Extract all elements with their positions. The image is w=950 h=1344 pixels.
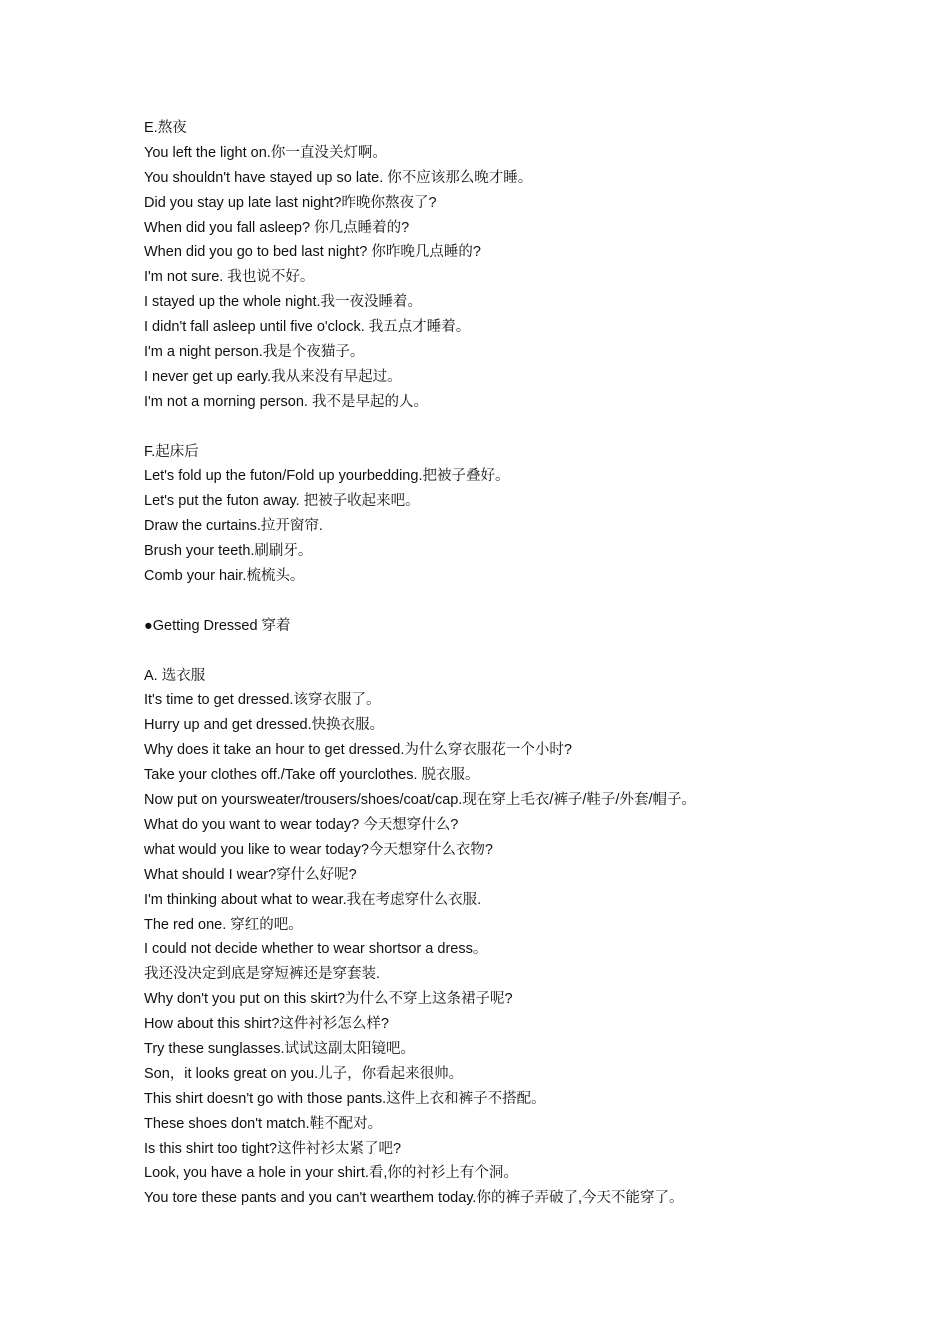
section-e-line: I'm not a morning person. 我不是早起的人。 (144, 393, 428, 410)
section-a-line: What do you want to wear today? 今天想穿什么? (144, 816, 459, 833)
section-a-line: Why don't you put on this skirt?为什么不穿上这条裙子呢? (144, 991, 513, 1008)
paragraph-spacer (144, 415, 924, 440)
section-f-line: Draw the curtains.拉开窗帘. (144, 518, 323, 535)
section-a-line: what would you like to wear today?今天想穿什么衣物? (144, 841, 493, 858)
section-e-line: I didn't fall asleep until five o'clock. 我五点才睡着。 (144, 319, 471, 336)
section-a-line: Take your clothes off./Take off yourclothes. 脱衣服。 (144, 767, 480, 784)
section-e-line: I'm not sure. 我也说不好。 (144, 269, 315, 286)
section-a-heading: A. 选衣服 (144, 667, 206, 684)
paragraph-spacer (144, 589, 924, 614)
section-a-line: Hurry up and get dressed.快换衣服。 (144, 717, 385, 734)
section-f-heading: F.起床后 (144, 443, 199, 460)
section-f-line: Comb your hair.梳梳头。 (144, 568, 305, 585)
section-e-line: I stayed up the whole night.我一夜没睡着。 (144, 294, 423, 311)
section-a-line: This shirt doesn't go with those pants.这件上衣和裤子不搭配。 (144, 1090, 546, 1107)
section-e-heading: E.熬夜 (144, 120, 187, 136)
getting-dressed-heading: ●Getting Dressed 穿着 (144, 617, 291, 634)
section-a-line: Why does it take an hour to get dressed.为什么穿衣服花一个小时? (144, 742, 572, 759)
section-f-line: Let's put the futon away. 把被子收起来吧。 (144, 493, 420, 510)
section-a-line: It's time to get dressed.该穿衣服了。 (144, 692, 381, 709)
document-body (144, 116, 924, 1211)
section-e-line: I never get up early.我从来没有早起过。 (144, 368, 402, 385)
paragraph-spacer (144, 639, 924, 664)
section-e-line: You left the light on.你一直没关灯啊。 (144, 144, 387, 161)
section-a-line: Try these sunglasses.试试这副太阳镜吧。 (144, 1040, 415, 1057)
section-e-line: You shouldn't have stayed up so late. 你不应该那么晚才睡。 (144, 169, 533, 186)
section-a-line: 我还没决定到底是穿短裤还是穿套装. (144, 966, 381, 983)
section-a-line: Now put on yoursweater/trousers/shoes/coat/cap.现在穿上毛衣/裤子/鞋子/外套/帽子。 (144, 792, 696, 809)
section-a-line: What should I wear?穿什么好呢? (144, 866, 357, 883)
section-a-line: I could not decide whether to wear shortsor a dress。 (144, 941, 488, 958)
section-e-line: I'm a night person.我是个夜猫子。 (144, 344, 365, 361)
section-a-line: These shoes don't match.鞋不配对。 (144, 1115, 383, 1132)
section-f-line: Brush your teeth.刷刷牙。 (144, 543, 313, 560)
section-a-line: The red one. 穿红的吧。 (144, 916, 303, 933)
section-a-line: You tore these pants and you can't wearthem today.你的裤子弄破了,今天不能穿了。 (144, 1190, 684, 1207)
section-e-line: When did you go to bed last night? 你昨晚几点睡的? (144, 244, 481, 261)
section-a-line: Is this shirt too tight?这件衬衫太紧了吧? (144, 1140, 402, 1157)
section-a-line: Look, you have a hole in your shirt.看,你的衬衫上有个洞。 (144, 1165, 518, 1182)
section-a-line: Son，it looks great on you.儿子，你看起来很帅。 (144, 1065, 464, 1082)
section-a-line: How about this shirt?这件衬衫怎么样? (144, 1016, 389, 1033)
section-e-line: When did you fall asleep? 你几点睡着的? (144, 219, 410, 236)
section-a-line: I'm thinking about what to wear.我在考虑穿什么衣服. (144, 891, 482, 908)
section-e-line: Did you stay up late last night?昨晚你熬夜了? (144, 194, 437, 211)
section-f-line: Let's fold up the futon/Fold up yourbedding.把被子叠好。 (144, 468, 510, 485)
